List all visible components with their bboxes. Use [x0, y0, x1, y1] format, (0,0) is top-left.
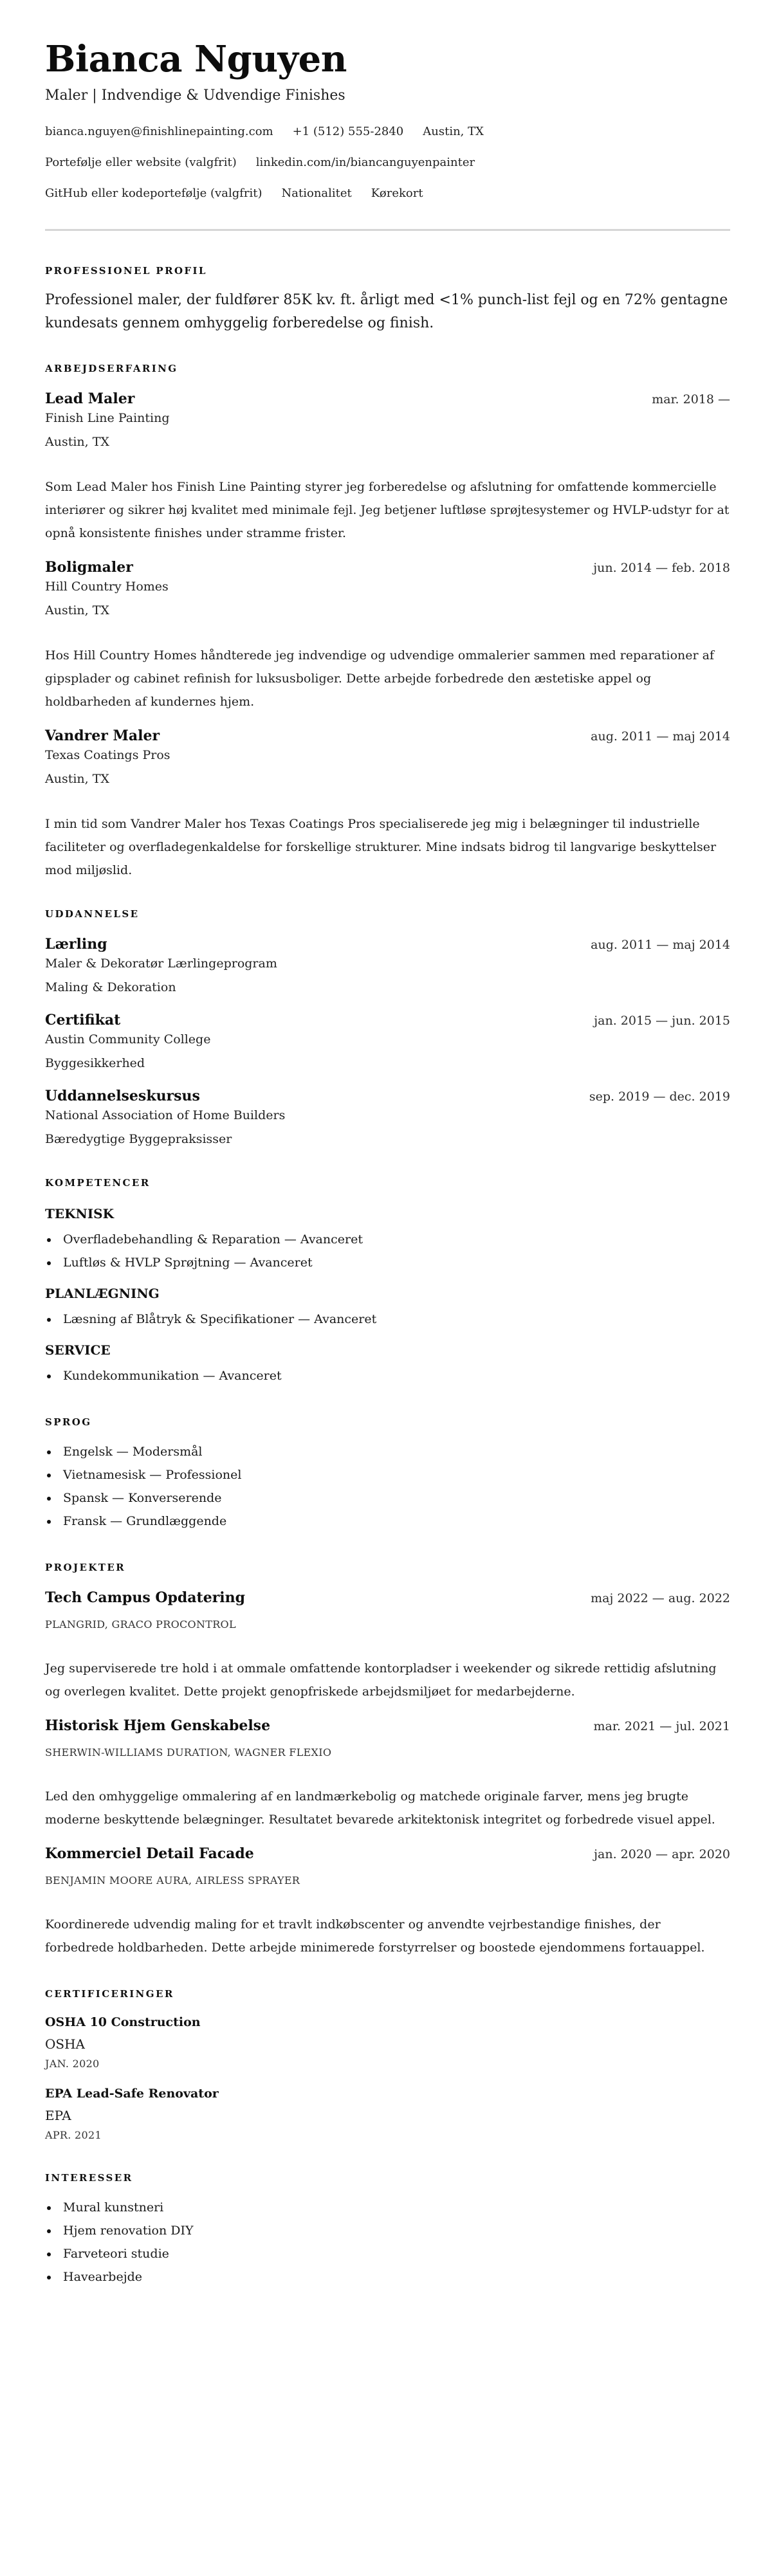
- skill-category: [45, 1341, 730, 1387]
- contact-location: Austin, TX: [423, 125, 484, 138]
- certification-entry: [45, 2085, 730, 2143]
- profile-section: [45, 264, 730, 335]
- interest-item: Hjem renovation DIY: [45, 2219, 730, 2242]
- job-date: aug. 2011 — maj 2014: [591, 729, 730, 744]
- project-tech: BENJAMIN MOORE AURA, AIRLESS SPRAYER: [45, 1874, 300, 1886]
- job-company: Finish Line Painting: [45, 411, 170, 425]
- section-title-education: UDDANNELSE: [45, 908, 140, 920]
- project-date: jan. 2020 — apr. 2020: [594, 1847, 730, 1861]
- project-entry: [45, 1716, 730, 1831]
- education-title: Certifikat: [45, 1012, 121, 1028]
- education-institution: Austin Community College: [45, 1032, 211, 1046]
- skill-category: [45, 1205, 730, 1274]
- contact-portfolio[interactable]: Portefølje eller website (valgfrit): [45, 156, 237, 169]
- contact-row-primary: [45, 123, 730, 140]
- contact-email[interactable]: bianca.nguyen@finishlinepainting.com: [45, 125, 273, 138]
- project-description: Koordinerede udvendig maling for et travlt indkøbscenter og anvendte vejrbestandige finishes, der forbedrede holdbarheden. Dette arbejde minimerede forstyrrelser og boostede ejendommens fortauappel.: [45, 1917, 705, 1955]
- project-date: mar. 2021 — jul. 2021: [593, 1719, 730, 1733]
- skill-item: Læsning af Blåtryk & Specifikationer — Avanceret: [45, 1308, 730, 1331]
- education-title: Uddannelseskursus: [45, 1088, 200, 1104]
- language-item: Spansk — Konverserende: [45, 1486, 730, 1510]
- certification-issuer: EPA: [45, 2108, 71, 2123]
- language-item: Vietnamesisk — Professionel: [45, 1463, 730, 1486]
- skill-category-name: PLANLÆGNING: [45, 1286, 160, 1301]
- contact-github[interactable]: GitHub eller kodeportefølje (valgfrit): [45, 187, 262, 200]
- education-title: Lærling: [45, 936, 107, 953]
- education-section: [45, 908, 730, 1148]
- contact-row-links: [45, 154, 730, 171]
- project-description: Jeg superviserede tre hold i at ommale omfattende kontorpladser i weekender og sikrede rettidig afslutning og overlegen kvalitet. Dette projekt genopfriskede arbejdsmiljøet for medarbejderne.: [45, 1661, 717, 1699]
- certification-name: OSHA 10 Construction: [45, 2015, 201, 2029]
- education-date: sep. 2019 — dec. 2019: [589, 1090, 730, 1104]
- contact-nationality: Nationalitet: [281, 187, 352, 200]
- interest-list: [45, 2196, 730, 2288]
- job-description: Som Lead Maler hos Finish Line Painting styrer jeg forberedelse og afslutning for omfattende kommercielle interiører og sikrer høj kvalitet med minimale fejl. Jeg betjener luftløse sprøjtesystemer og HVLP-udstyr for at opnå konsistente finishes under stramme frister.: [45, 480, 730, 540]
- skill-item: Kundekommunikation — Avanceret: [45, 1364, 730, 1387]
- language-item: Fransk — Grundlæggende: [45, 1510, 730, 1533]
- section-title-profile: PROFESSIONEL PROFIL: [45, 265, 207, 277]
- education-institution: National Association of Home Builders: [45, 1108, 286, 1122]
- certification-date: APR. 2021: [45, 2129, 102, 2141]
- education-date: aug. 2011 — maj 2014: [591, 938, 730, 952]
- experience-entry: [45, 558, 730, 713]
- certification-issuer: OSHA: [45, 2036, 85, 2052]
- candidate-headline: Maler | Indvendige & Udvendige Finishes: [45, 87, 345, 104]
- education-field: Maling & Dekoration: [45, 980, 176, 994]
- education-institution: Maler & Dekoratør Lærlingeprogram: [45, 956, 277, 971]
- job-title: Vandrer Maler: [45, 727, 160, 744]
- skill-list: [45, 1228, 730, 1274]
- resume-header: [45, 37, 730, 231]
- project-title: Kommerciel Detail Facade: [45, 1845, 254, 1862]
- project-date: maj 2022 — aug. 2022: [591, 1591, 730, 1605]
- certification-date: JAN. 2020: [45, 2058, 100, 2070]
- experience-section: [45, 362, 730, 882]
- project-tech: SHERWIN-WILLIAMS DURATION, WAGNER FLEXIO: [45, 1746, 332, 1758]
- job-location: Austin, TX: [45, 603, 109, 617]
- project-entry: [45, 1588, 730, 1703]
- job-title: Lead Maler: [45, 390, 135, 407]
- experience-entry: [45, 726, 730, 882]
- job-description: Hos Hill Country Homes håndterede jeg indvendige og udvendige ommalerier sammen med reparationer af gipsplader og cabinet refinish for luksusboliger. Dette arbejde forbedrede den æstetiske appel og holdbarheden af kundernes hjem.: [45, 648, 714, 709]
- skill-item: Overfladebehandling & Reparation — Avanceret: [45, 1228, 730, 1251]
- language-item: Engelsk — Modersmål: [45, 1440, 730, 1463]
- education-field: Bæredygtige Byggepraksisser: [45, 1132, 232, 1146]
- education-entry: [45, 1010, 730, 1072]
- languages-section: [45, 1416, 730, 1533]
- education-entry: [45, 935, 730, 996]
- language-list: [45, 1440, 730, 1533]
- job-company: Hill Country Homes: [45, 580, 169, 594]
- candidate-name: Bianca Nguyen: [45, 38, 347, 80]
- skill-category-name: TEKNISK: [45, 1206, 114, 1221]
- profile-summary: Professionel maler, der fuldfører 85K kv. ft. årligt med <1% punch-list fejl og en 72% gentagne kundesats gennem omhyggelig forberedelse og finish.: [45, 292, 728, 331]
- interest-item: Havearbejde: [45, 2265, 730, 2288]
- section-title-projects: PROJEKTER: [45, 1562, 126, 1573]
- experience-entry: [45, 389, 730, 545]
- project-entry: [45, 1844, 730, 1959]
- job-company: Texas Coatings Pros: [45, 748, 170, 762]
- job-description: I min tid som Vandrer Maler hos Texas Coatings Pros specialiserede jeg mig i belægninger til industrielle faciliteter og overfladegenkaldelse for forskellige strukturer. Mine indsats bidrog til langvarige beskyttelser mod miljøslid.: [45, 817, 717, 877]
- interests-section: [45, 2171, 730, 2288]
- project-tech: PLANGRID, GRACO PROCONTROL: [45, 1618, 236, 1631]
- section-title-languages: SPROG: [45, 1416, 92, 1428]
- section-title-skills: KOMPETENCER: [45, 1177, 151, 1189]
- contact-phone[interactable]: +1 (512) 555-2840: [292, 125, 404, 138]
- skill-item: Luftløs & HVLP Sprøjtning — Avanceret: [45, 1251, 730, 1274]
- project-description: Led den omhyggelige ommalering af en landmærkebolig og matchede originale farver, mens jeg brugte moderne beskyttende belægninger. Resultatet bevarede arkitektonisk integritet og forbedrede visuel appel.: [45, 1789, 715, 1827]
- certification-name: EPA Lead-Safe Renovator: [45, 2087, 219, 2101]
- certification-entry: [45, 2013, 730, 2072]
- skill-list: [45, 1364, 730, 1387]
- job-title: Boligmaler: [45, 559, 133, 576]
- education-entry: [45, 1086, 730, 1148]
- certifications-section: [45, 1987, 730, 2143]
- header-divider: [45, 229, 730, 231]
- interest-item: Mural kunstneri: [45, 2196, 730, 2219]
- contact-row-extra: [45, 185, 730, 202]
- job-date: jun. 2014 — feb. 2018: [593, 561, 730, 575]
- skill-list: [45, 1308, 730, 1331]
- contact-linkedin[interactable]: linkedin.com/in/biancanguyenpainter: [255, 156, 475, 169]
- skill-category: [45, 1284, 730, 1331]
- education-date: jan. 2015 — jun. 2015: [594, 1014, 730, 1028]
- section-title-experience: ARBEJDSERFARING: [45, 363, 178, 374]
- project-title: Tech Campus Opdatering: [45, 1589, 246, 1606]
- skills-section: [45, 1176, 730, 1387]
- education-field: Byggesikkerhed: [45, 1056, 145, 1070]
- interest-item: Farveteori studie: [45, 2242, 730, 2265]
- job-location: Austin, TX: [45, 435, 109, 449]
- contact-drivers-license: Kørekort: [371, 187, 423, 200]
- job-date: mar. 2018 —: [652, 392, 730, 406]
- skill-category-name: SERVICE: [45, 1342, 111, 1358]
- section-title-certifications: CERTIFICERINGER: [45, 1988, 174, 2000]
- projects-section: [45, 1561, 730, 1959]
- section-title-interests: INTERESSER: [45, 2172, 133, 2184]
- project-title: Historisk Hjem Genskabelse: [45, 1717, 271, 1734]
- job-location: Austin, TX: [45, 772, 109, 786]
